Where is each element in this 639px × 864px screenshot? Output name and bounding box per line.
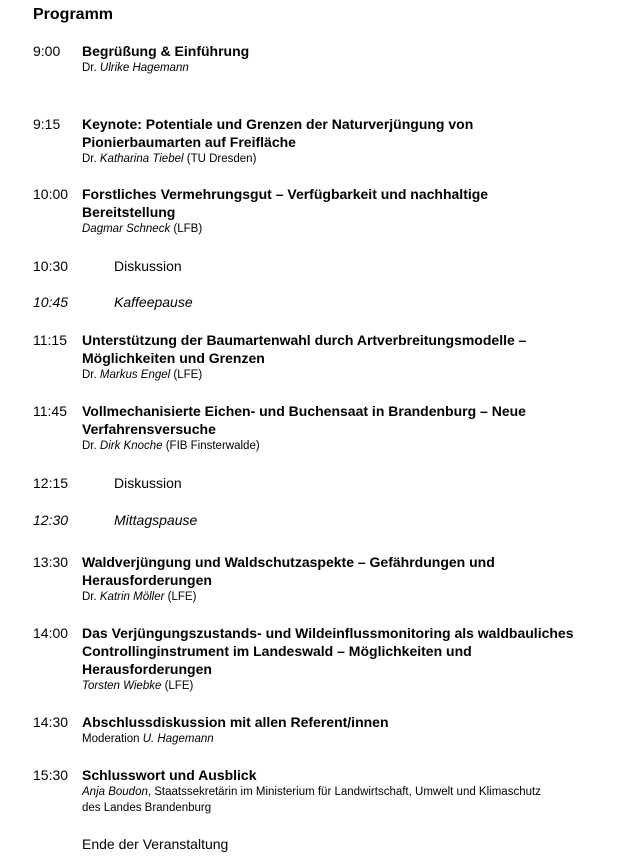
agenda-time: 12:30 <box>33 512 69 528</box>
agenda-speaker: Dr. Markus Engel (LFE) <box>82 369 203 381</box>
agenda-time: 10:00 <box>33 186 69 202</box>
agenda-title: Keynote: Potentiale und Grenzen der Naturverjüngung von Pionierbaumarten auf Freifläche <box>82 116 474 150</box>
agenda-time: 9:00 <box>33 43 61 59</box>
agenda-label: Diskussion <box>114 258 182 274</box>
agenda-time: 12:15 <box>33 475 69 491</box>
agenda-title: Vollmechanisierte Eichen- und Buchensaat in Brandenburg – Neue Verfahrensversuche <box>82 403 526 437</box>
closing-text: Ende der Veranstaltung <box>82 836 229 852</box>
agenda-title: Abschlussdiskussion mit allen Referent/innen <box>82 714 389 730</box>
agenda-time: 13:30 <box>33 554 69 570</box>
agenda-speaker: Dagmar Schneck (LFB) <box>82 223 203 235</box>
agenda-time: 11:15 <box>33 332 67 348</box>
agenda-title: Waldverjüngung und Waldschutzaspekte – Gefährdungen und Herausforderungen <box>82 554 495 588</box>
agenda-time: 14:30 <box>33 714 69 730</box>
agenda-label: Diskussion <box>114 475 182 491</box>
agenda-time: 15:30 <box>33 767 69 783</box>
agenda-time: 9:15 <box>33 116 61 132</box>
agenda-title: Unterstützung der Baumartenwahl durch Artverbreitungsmodelle – Möglichkeiten und Grenzen <box>82 332 527 366</box>
agenda-speaker: Dr. Ulrike Hagemann <box>82 62 189 74</box>
agenda-speaker: Dr. Katharina Tiebel (TU Dresden) <box>82 153 257 165</box>
agenda-time: 14:00 <box>33 625 69 641</box>
agenda-time: 10:45 <box>33 294 69 310</box>
agenda-time: 11:45 <box>33 403 67 419</box>
agenda-speaker-line2: des Landes Brandenburg <box>82 802 212 814</box>
agenda-time: 10:30 <box>33 258 69 274</box>
agenda-speaker: Dr. Katrin Möller (LFE) <box>82 591 197 603</box>
agenda-title: Schlusswort und Ausblick <box>82 767 257 783</box>
agenda-label: Kaffeepause <box>114 294 193 310</box>
agenda-title: Forstliches Vermehrungsgut – Verfügbarkeit und nachhaltige Bereitstellung <box>82 186 489 220</box>
agenda-title: Das Verjüngungszustands- und Wildeinflussmonitoring als waldbauliches Controllinginstrument im Landeswald – Möglichkeiten und Herausforderungen <box>82 625 574 677</box>
agenda-speaker: Moderation U. Hagemann <box>82 733 214 745</box>
agenda-speaker: Anja Boudon, Staatssekretärin im Ministerium für Landwirtschaft, Umwelt und Klimaschutz <box>82 786 541 798</box>
agenda-label: Mittagspause <box>114 512 198 528</box>
agenda-title: Begrüßung & Einführung <box>82 43 250 59</box>
agenda-speaker: Dr. Dirk Knoche (FIB Finsterwalde) <box>82 440 260 452</box>
page-title: Programm <box>33 6 114 23</box>
agenda-speaker: Torsten Wiebke (LFE) <box>82 680 194 692</box>
